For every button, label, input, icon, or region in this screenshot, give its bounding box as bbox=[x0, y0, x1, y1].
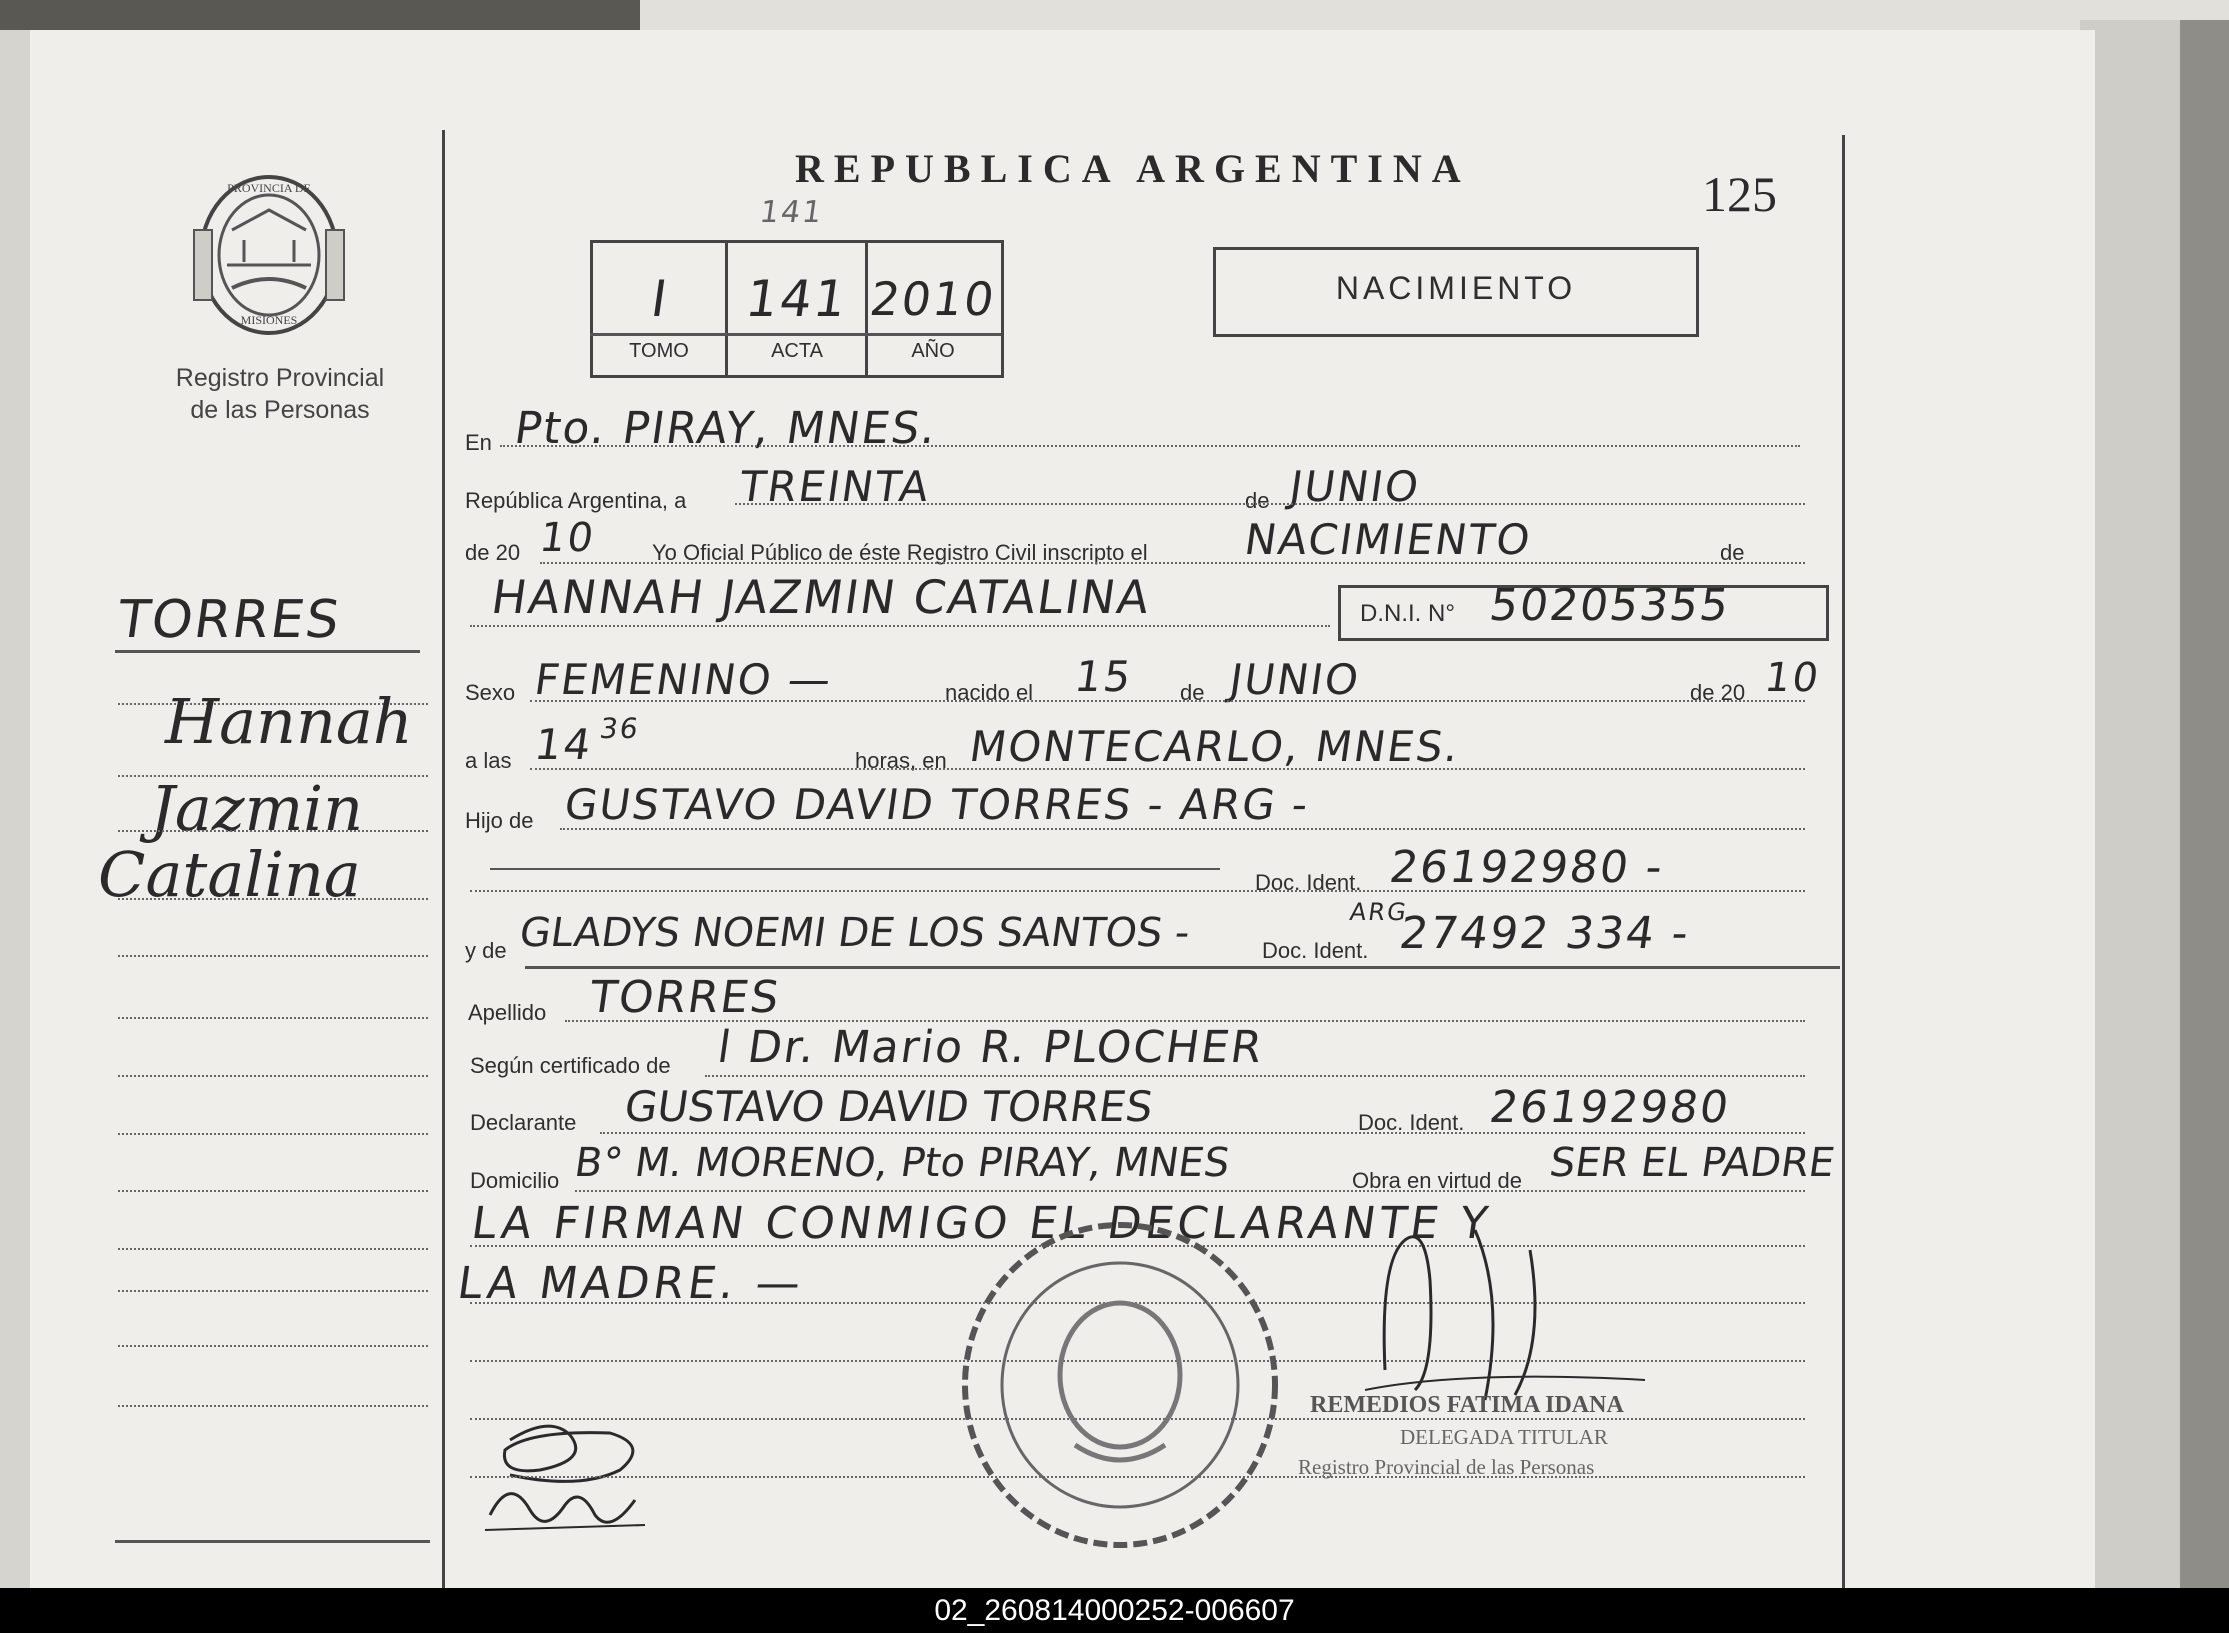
form-line bbox=[470, 890, 1805, 892]
form-line bbox=[600, 1132, 1805, 1134]
form-line bbox=[490, 868, 1220, 870]
de3-label: de bbox=[1180, 680, 1205, 705]
declarante-value: GUSTAVO DAVID TORRES bbox=[621, 1082, 1156, 1131]
form-line bbox=[560, 828, 1805, 830]
acta-value: 141 bbox=[742, 270, 852, 328]
form-line bbox=[540, 562, 1805, 564]
father-value: GUSTAVO DAVID TORRES - ARG - bbox=[561, 780, 1313, 829]
column-divider-left bbox=[442, 130, 445, 1588]
dni-label: D.N.I. N° bbox=[1360, 600, 1455, 627]
official-signature-drawing bbox=[1365, 1220, 1665, 1420]
country-heading: REPUBLICA ARGENTINA bbox=[795, 146, 1471, 191]
birth-month-value: JUNIO bbox=[1226, 655, 1364, 704]
page-left-margin bbox=[0, 30, 30, 1590]
margin-surname: TORRES bbox=[113, 590, 346, 650]
form-line bbox=[705, 1075, 1805, 1077]
margin-bottom-line bbox=[115, 1540, 430, 1543]
hijo-label: Hijo de bbox=[465, 808, 534, 833]
column-divider-right bbox=[1842, 135, 1845, 1588]
child-name-value: HANNAH JAZMIN CATALINA bbox=[488, 570, 1155, 624]
form-line bbox=[530, 700, 1805, 702]
de2-label: de bbox=[1720, 540, 1745, 565]
en-label: En bbox=[465, 430, 492, 455]
province-seal bbox=[192, 170, 347, 340]
obra-label: Obra en virtud de bbox=[1352, 1168, 1522, 1193]
republica-label: República Argentina, a bbox=[465, 488, 687, 513]
seal-ring-text-top: PROVINCIA DE bbox=[227, 181, 311, 195]
de-label: de bbox=[1245, 488, 1270, 513]
certificado-value: l Dr. Mario R. PLOCHER bbox=[714, 1022, 1268, 1073]
form-line bbox=[530, 768, 1805, 770]
margin-given-name-2: Jazmin bbox=[150, 772, 364, 845]
year-value: 10 bbox=[536, 515, 599, 561]
minute-value: 36 bbox=[597, 712, 642, 745]
form-line bbox=[470, 625, 1330, 627]
margin-line bbox=[118, 1133, 428, 1135]
margin-line bbox=[118, 1075, 428, 1077]
nacido-label: nacido el bbox=[945, 680, 1034, 705]
form-line bbox=[735, 503, 1805, 505]
mother-value: GLADYS NOEMI DE LOS SANTOS - bbox=[516, 910, 1193, 956]
margin-line bbox=[118, 898, 428, 900]
doc3-label: Doc. Ident. bbox=[1358, 1110, 1465, 1135]
image-id-label: 02_260814000252-006607 bbox=[934, 1594, 1295, 1627]
tomo-label: TOMO bbox=[629, 340, 689, 362]
form-line bbox=[500, 445, 1800, 447]
firman-line-1: LA FIRMAN CONMIGO EL DECLARANTE Y bbox=[468, 1198, 1495, 1249]
certificado-label: Según certificado de bbox=[470, 1053, 671, 1078]
margin-line bbox=[118, 1248, 428, 1250]
inscripto-value: NACIMIENTO bbox=[1241, 515, 1535, 564]
en-value: Pto. PIRAY, MNES. bbox=[511, 403, 941, 454]
act-type-label: NACIMIENTO bbox=[1335, 270, 1577, 306]
stamp-official-title: DELEGADA TITULAR bbox=[1400, 1425, 1608, 1449]
doc2-label: Doc. Ident. bbox=[1262, 938, 1369, 963]
margin-line bbox=[118, 955, 428, 957]
form-line bbox=[575, 1190, 1805, 1192]
hour-value: 14 bbox=[531, 720, 596, 769]
yde-label: y de bbox=[465, 938, 507, 963]
margin-given-name-3: Catalina bbox=[98, 838, 361, 911]
oficial-label: Yo Oficial Público de éste Registro Civil inscripto el bbox=[652, 540, 1148, 565]
acta-label: ACTA bbox=[771, 340, 823, 362]
dni-value: 50205355 bbox=[1486, 580, 1734, 631]
margin-line bbox=[118, 1405, 428, 1407]
sexo-value: FEMENINO — bbox=[531, 655, 836, 704]
book-cover-shade bbox=[2180, 20, 2229, 1590]
margin-given-name-1: Hannah bbox=[165, 685, 413, 758]
tomo-value: I bbox=[647, 270, 673, 328]
margin-line bbox=[118, 830, 428, 832]
apellido-value: TORRES bbox=[586, 972, 784, 1023]
domicilio-label: Domicilio bbox=[470, 1168, 560, 1193]
obra-value: SER EL PADRE bbox=[1546, 1140, 1838, 1186]
margin-surname-underline bbox=[115, 650, 420, 653]
margin-line bbox=[118, 775, 428, 777]
margin-line bbox=[118, 1017, 428, 1019]
declarante-label: Declarante bbox=[470, 1110, 577, 1135]
stamp-registry-name: Registro Provincial de las Personas bbox=[1298, 1455, 1595, 1479]
horas-label: horas, en bbox=[855, 748, 947, 773]
mother-doc-value: 27492 334 - bbox=[1396, 908, 1694, 959]
margin-line bbox=[118, 1190, 428, 1192]
declarante-doc-value: 26192980 bbox=[1486, 1082, 1734, 1133]
page-number: 125 bbox=[1702, 166, 1777, 222]
official-circular-stamp bbox=[955, 1215, 1285, 1555]
registry-name bbox=[140, 362, 420, 426]
margin-line bbox=[118, 1345, 428, 1347]
birth-day-value: 15 bbox=[1071, 652, 1136, 701]
place-value: MONTECARLO, MNES. bbox=[966, 722, 1464, 771]
day-value: TREINTA bbox=[736, 462, 934, 511]
handwritten-note: 141 bbox=[757, 195, 826, 230]
anio-value: 2010 bbox=[866, 272, 1000, 326]
margin-line bbox=[118, 1290, 428, 1292]
birth-year-value: 10 bbox=[1761, 655, 1824, 701]
margin-signature-drawing bbox=[470, 1415, 660, 1545]
sexo-label: Sexo bbox=[465, 680, 516, 705]
anio-label: AÑO bbox=[911, 340, 955, 362]
seal-ring-text-bottom: MISIONES bbox=[240, 313, 298, 327]
apellido-label: Apellido bbox=[468, 1000, 547, 1025]
alas-label: a las bbox=[465, 748, 512, 773]
stamp-official-name: REMEDIOS FATIMA IDANA bbox=[1310, 1392, 1624, 1418]
registry-line-1: Registro Provincial bbox=[175, 364, 385, 392]
mother-nationality: ARG bbox=[1348, 898, 1410, 926]
registry-line-2: de las Personas bbox=[190, 396, 370, 424]
record-box-rule bbox=[590, 333, 1001, 336]
month-value: JUNIO bbox=[1286, 462, 1424, 511]
birth-year-prefix: de 20 bbox=[1690, 680, 1746, 705]
year-prefix: de 20 bbox=[465, 540, 521, 565]
domicilio-value: B° M. MORENO, Pto PIRAY, MNES bbox=[571, 1140, 1233, 1186]
father-doc-value: 26192980 - bbox=[1386, 842, 1668, 893]
doc-label: Doc. Ident. bbox=[1255, 870, 1362, 895]
form-line bbox=[525, 966, 1840, 969]
firman-line-2: LA MADRE. — bbox=[454, 1258, 808, 1309]
